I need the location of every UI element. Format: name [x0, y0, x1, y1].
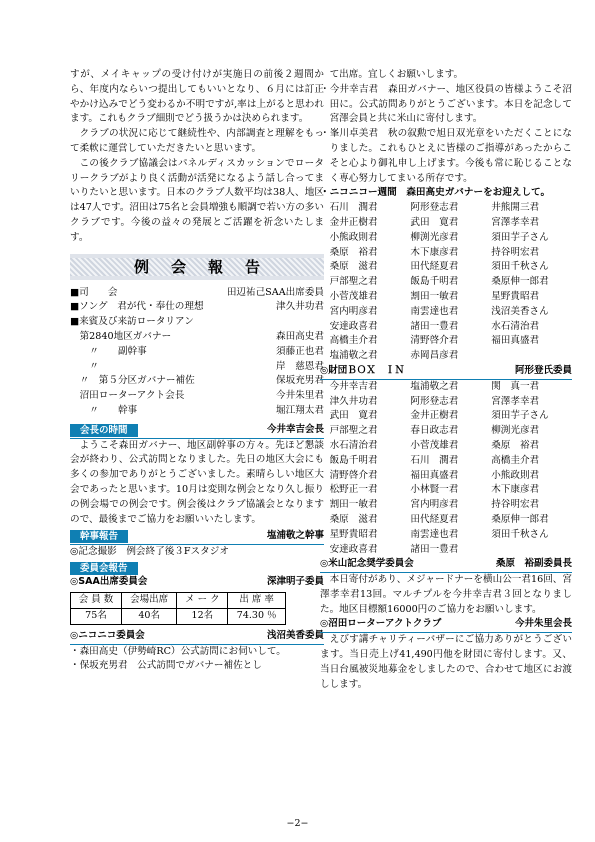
guest-name: 保坂充男君 — [276, 375, 324, 387]
member-name: 須田千秋さん — [491, 261, 549, 273]
member-name: 武田 寛君 — [329, 410, 378, 422]
niko-item: ・保坂充男君 公式訪問でガバナー補佐とし — [70, 660, 262, 672]
yoneyama-title: ◎米山記念奨学委員会 — [320, 558, 414, 570]
guest-role: 〃 副幹事 — [89, 345, 147, 357]
chair-label: ■司 会 — [70, 286, 118, 298]
member-name: 田代経夏君 — [410, 513, 459, 525]
member-name: 飯島千明君 — [410, 276, 459, 288]
member-name: 持谷明宏君 — [491, 246, 540, 258]
value-members: 75名 — [71, 608, 122, 624]
value-attendance: 40名 — [121, 608, 176, 624]
member-name: 宮澤孝幸君 — [491, 395, 540, 407]
member-name: 福田真盛君 — [491, 335, 540, 347]
secretary-text: ◎記念撮影 例会終了後３Fスタジオ — [70, 546, 229, 558]
niko-item: ・森田高史（伊勢崎RC）公式訪問にお伺いして。 — [70, 645, 286, 657]
member-name: 桑原 滋君 — [329, 513, 378, 525]
attendance-table — [70, 592, 286, 625]
committee-tag: 委員会報告 — [70, 562, 138, 575]
president-name: 今井幸吉会長 — [266, 423, 324, 435]
member-name: 南雲達也君 — [410, 528, 459, 540]
box-title: ◎財団ＢＯＸ ＩＮ — [320, 364, 405, 376]
guest-role: 沼田ローターアクト会長 — [79, 390, 185, 402]
member-name: 清野啓介君 — [410, 335, 459, 347]
paragraph-continuity: クラブの状況に応じて継続性や、内部調査と理解をもって柔軟に運営していただきたいと思います。 — [70, 128, 324, 154]
member-name: 石川 潤君 — [410, 454, 459, 466]
header-members: 会 員 数 — [71, 592, 122, 608]
member-name: 割田一敏君 — [410, 290, 459, 302]
member-name: 桑原伸一郎君 — [491, 276, 549, 288]
intro-paragraph: すが、メイキャップの受け付けが実施日の前後２週間から、年度内ならいつ提出してもいいとなり、６月には訂正やかけ込みでどう変わるか不明ですが,率は上がると思われます。これもクラブ細則でどう扱うかは決められます。 — [70, 69, 324, 125]
right-column — [320, 68, 572, 692]
guest-role: 〃 幹事 — [89, 404, 138, 416]
header-rate: 出 席 率 — [228, 592, 286, 608]
niko-week-names — [320, 201, 572, 364]
member-name: 須田千秋さん — [491, 528, 549, 540]
guest-row — [70, 389, 324, 404]
member-name: 井熊開三君 — [491, 202, 540, 214]
member-name: 諸田一豊君 — [410, 320, 459, 332]
saa-title: ◎SAA出席委員会 — [70, 575, 148, 587]
member-name: 水石清治君 — [329, 439, 378, 451]
value-makeup: 12名 — [177, 608, 228, 624]
member-name — [491, 349, 572, 364]
niko-item: ・今井幸吉君 森田ガバナー、地区役員の皆様ようこそ沼田に。公式訪問ありがとうございます。本日を記念して宮澤会員と共に米山に寄付します。 — [320, 83, 572, 125]
box-name: 阿形登氏委員 — [514, 364, 572, 376]
member-name: 持谷明宏君 — [491, 499, 540, 511]
guest-role: 〃 第５分区ガバナー補佐 — [79, 375, 195, 387]
member-name: 高橋圭介君 — [329, 335, 378, 347]
guest-row — [70, 360, 324, 375]
guest-name: 森田高史君 — [276, 330, 324, 342]
member-name: 小菅茂雄君 — [410, 439, 459, 451]
member-name: 今井幸吉君 — [329, 380, 378, 392]
guest-name: 須藤正也君 — [276, 345, 324, 357]
member-name: 金井正樹君 — [410, 410, 459, 422]
member-name: 小熊政則君 — [491, 469, 540, 481]
song-value: 津久井功君 — [276, 301, 324, 313]
guest-name: 今井朱里君 — [276, 390, 324, 402]
guest-role: 〃 — [89, 360, 99, 372]
member-name: 割田一敏君 — [329, 499, 378, 511]
meeting-report-banner — [70, 254, 324, 280]
header-makeup: メ ー ク — [177, 592, 228, 608]
header-attendance: 会場出席 — [121, 592, 176, 608]
member-name: 木下康彦君 — [410, 246, 459, 258]
niko-item: ・峯川卓美君 秋の叙勲で旭日双光章をいただくことになりました。これもひとえに皆様のご指導があったからこそと心より御礼申し上げます。今後も常に恥じることなく専心努力してまいる所存です。 — [320, 128, 572, 184]
yoneyama-heading — [320, 557, 572, 573]
member-name: 南雲達也君 — [410, 305, 459, 317]
guest-row — [70, 330, 324, 345]
secretary-heading — [70, 529, 324, 545]
member-name: 飯島千明君 — [329, 454, 378, 466]
rotaract-title: ◎沼田ローターアクトクラブ — [320, 618, 442, 630]
guest-row — [70, 404, 324, 419]
president-heading — [70, 423, 324, 439]
member-name — [491, 543, 572, 558]
member-name: 桑原伸一郎君 — [491, 513, 549, 525]
box-heading — [320, 364, 572, 380]
guest-list — [70, 330, 324, 419]
secretary-name: 塩浦敬之幹事 — [266, 530, 324, 542]
member-name: 桑原 裕君 — [329, 246, 378, 258]
member-name: 須田芋子さん — [491, 231, 549, 243]
rotaract-heading — [320, 617, 572, 633]
continued-text: て出席。宜しくお願いします。 — [329, 69, 464, 80]
guest-name: 堀江翔太君 — [276, 404, 324, 416]
guest-name: 岸 慈恩君 — [276, 360, 324, 372]
left-column — [70, 68, 324, 674]
box-names — [320, 380, 572, 558]
member-name: 浅沼美香さん — [491, 305, 549, 317]
member-name: 高橋圭介君 — [491, 454, 540, 466]
member-name: 福田真盛君 — [410, 469, 459, 481]
attendance-header-row — [71, 592, 286, 608]
guest-row — [70, 345, 324, 360]
yoneyama-text: 本日寄付があり、メジャードナーを横山公一君16回、宮澤孝幸君13回。マルチプルを今井幸吉君３回となりました。地区目標額16000円のご協力をお願いします。 — [320, 574, 572, 615]
chair-row — [70, 286, 324, 301]
yoneyama-name: 桑原 裕副委員長 — [495, 558, 572, 570]
song-label: ■ソング 君が代・奉仕の理想 — [70, 301, 204, 313]
niko-heading — [70, 629, 324, 645]
member-name: 安達政喜君 — [329, 320, 378, 332]
member-name: 木下康彦君 — [491, 484, 540, 496]
member-name: 春日政志君 — [410, 425, 459, 437]
member-name: 小菅茂雄君 — [329, 290, 378, 302]
member-name: 桑原 滋君 — [329, 261, 378, 273]
member-name: 石川 潤君 — [329, 202, 378, 214]
guest-role: 第2840地区ガバナー — [79, 330, 172, 342]
member-name: 戸部聖之君 — [329, 276, 378, 288]
rotaract-text: えびす講チャリティーバザーにご協力ありがとうございます。当日売上げ41,490円他を財団に寄付します。又、当日台風被災地募金をしましたので、合わせて地区にお渡しします。 — [320, 634, 572, 690]
paragraph-panel: この後クラブ協議会はパネルディスカッションでロータリークラブがより良く活動が活発になるよう話し合ってまいりたいと思います。日本のクラブ人数平均は38人、地区は47人です。沼田は75名と会員増強も順調で若い方の多いクラブです。今後の益々の発展とご活躍を祈念いたします。 — [70, 157, 324, 243]
member-name: 宮澤孝幸君 — [491, 216, 540, 228]
guest-row — [70, 374, 324, 389]
committee-heading — [70, 562, 324, 575]
member-name: 小林賢一君 — [410, 484, 459, 496]
member-name: 阿形登志君 — [410, 395, 459, 407]
member-name: 戸部聖之君 — [329, 425, 378, 437]
niko-name: 浅沼美香委員 — [266, 629, 324, 641]
member-name: 星野貴昭君 — [329, 528, 378, 540]
niko-week-title: ・ニコニコー週間 森田高史ガバナーをお迎えして。 — [320, 187, 551, 199]
guests-label: ■来賓及び来訪ロータリアン — [70, 316, 194, 328]
member-name: 津久井功君 — [329, 395, 378, 407]
saa-name: 深津明子委員 — [266, 575, 324, 587]
member-name: 塩浦敬之君 — [329, 350, 378, 362]
member-name: 桑原 裕君 — [491, 439, 540, 451]
saa-heading — [70, 575, 324, 590]
member-name: 宮内明彦君 — [410, 499, 459, 511]
member-name: 水石清治君 — [491, 320, 540, 332]
member-name: 金井正樹君 — [329, 216, 378, 228]
member-name: 柳渕光彦君 — [491, 425, 540, 437]
member-name: 阿形登志君 — [410, 202, 459, 214]
banner-title: 例会報告 — [133, 257, 282, 276]
member-name: 武田 寛君 — [410, 216, 459, 228]
president-tag: 会長の時間 — [70, 424, 138, 437]
member-name: 宮内明彦君 — [329, 305, 378, 317]
song-row — [70, 300, 324, 315]
member-name: 安達政喜君 — [329, 543, 378, 555]
member-name: 須田芋子さん — [491, 410, 549, 422]
page-number: −2− — [286, 818, 309, 829]
member-name: 関 真一君 — [491, 380, 540, 392]
member-name: 松野正一君 — [329, 484, 378, 496]
secretary-tag: 幹事報告 — [70, 530, 128, 543]
member-name: 小熊政則君 — [329, 231, 378, 243]
member-name: 赤岡昌彦君 — [410, 350, 459, 362]
rotaract-name: 今井朱里会長 — [514, 618, 572, 630]
member-name: 諸田一豊君 — [410, 543, 459, 555]
value-rate: 74.30 ％ — [228, 608, 286, 624]
member-name: 田代経夏君 — [410, 261, 459, 273]
member-name: 清野啓介君 — [329, 469, 378, 481]
president-text: ようこそ森田ガバナー、地区副幹事の方々。先ほど懇談会が終わり、公式訪問となりました。先日の地区大会にも多くの参加でありがとうございました。素晴らしい地区大会であったと思います。10月は変則な例会となり久し振りの例会場での例会です。例会後はクラブ協議会となりますので、最後までご協力をお願いいたします。 — [70, 439, 324, 525]
chair-value: 田辺祐己SAA出席委員 — [226, 286, 324, 298]
attendance-value-row — [71, 608, 286, 624]
niko-title: ◎ニコニコ委員会 — [70, 629, 145, 641]
member-name: 柳渕光彦君 — [410, 231, 459, 243]
member-name: 星野貴昭君 — [491, 290, 540, 302]
member-name: 塩浦敬之君 — [410, 380, 459, 392]
